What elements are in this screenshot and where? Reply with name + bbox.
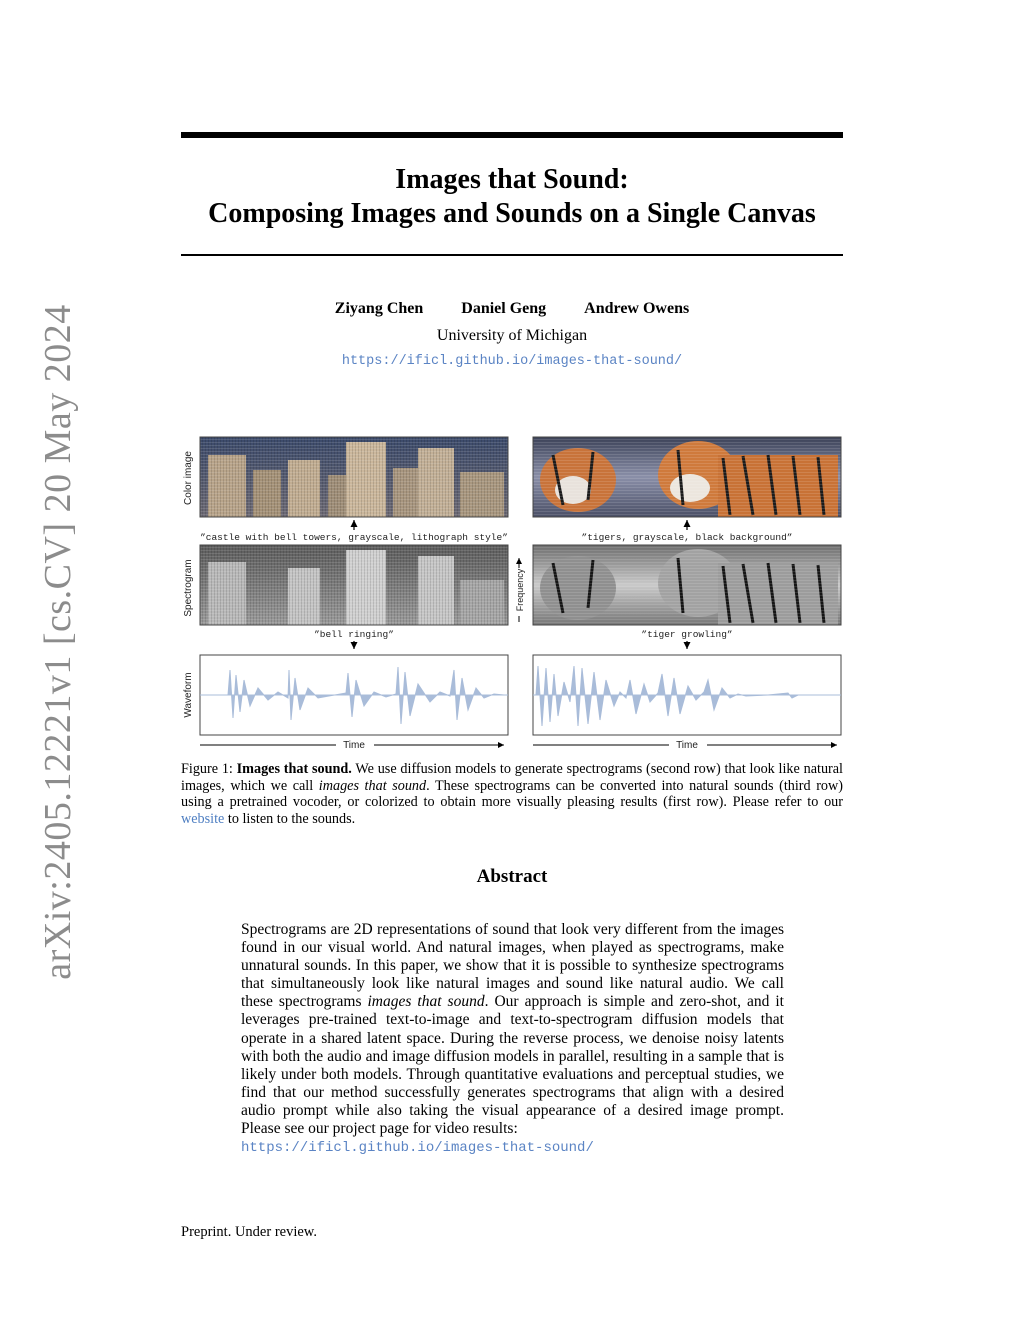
project-url-link[interactable]: https://ificl.github.io/images-that-sound/ — [341, 354, 683, 369]
title-top-rule — [181, 132, 843, 138]
title-line-2: Composing Images and Sounds on a Single Canvas — [208, 198, 816, 229]
abstract-heading: Abstract — [476, 866, 548, 887]
caption-prefix: Figure 1: — [181, 761, 237, 777]
title-line-1: Images that Sound: — [395, 164, 629, 195]
caption-text: to listen to the sounds. — [224, 810, 356, 827]
title-bottom-rule — [181, 254, 843, 256]
abstract-text: Spectrograms are 2D representations of sound that look very different from the images found in our visual world. And natural images, when played as spectrograms, make unnatural sounds. In this paper, we show that it is possible to synthesize spectrograms that simultaneously look like natural images and sound like natural audio. We call these spectrograms — [241, 921, 784, 1011]
website-link[interactable]: website — [181, 810, 225, 827]
abstract-body — [241, 921, 784, 1157]
bell-waveform — [200, 655, 508, 735]
tiger-spectrogram — [533, 545, 841, 625]
tiger-waveform — [533, 655, 841, 735]
arxiv-stamp: arXiv:2405.12221v1 [cs.CV] 20 May 2024 — [37, 304, 79, 980]
caption-text: . These spectrograms can be converted into natural sounds (third row) using a pretrained vocoder, or colorized to obtain more visually pleasing results (first row). Please refer to our — [181, 777, 843, 810]
castle-color-image — [200, 437, 508, 517]
audio-prompt-tiger: ”tiger growling” — [641, 629, 733, 640]
abstract-project-url-link[interactable]: https://ificl.github.io/images-that-sound/ — [241, 1140, 594, 1157]
time-axis-label-right: Time — [676, 740, 698, 751]
author-list — [181, 300, 843, 318]
row-label-color-image: Color image — [183, 451, 194, 505]
abstract-italic: images that sound — [367, 993, 485, 1011]
author: Andrew Owens — [584, 300, 690, 317]
abstract-text: . Our approach is simple and zero-shot, and it leverages pre-trained text-to-image and text-to-spectrogram diffusion models that operate in a shared latent space. During the reverse process, we denoise noisy latents with both the audio and image diffusion models in parallel, resulting in a sample that is likely under both models. Through quantitative evaluations and perceptual studies, we find that our method successfully generates spectrograms that align with a desired audio prompt while also taking the visual appearance of a desired image prompt. Please see our project page for video results: — [241, 993, 784, 1138]
affiliation: University of Michigan — [436, 327, 588, 344]
castle-spectrogram — [200, 545, 508, 625]
time-axis-label-left: Time — [343, 740, 365, 751]
row-label-waveform: Waveform — [183, 672, 194, 718]
row-label-spectrogram: Spectrogram — [183, 559, 194, 617]
footer-note: Preprint. Under review. — [181, 1224, 317, 1240]
caption-text: We use diffusion models to generate spectrograms (second row) that look like natural images, which we call — [181, 761, 843, 794]
paper-title — [181, 163, 843, 231]
figure-caption — [181, 761, 843, 827]
image-prompt-castle: ”castle with bell towers, grayscale, lithograph style” — [200, 532, 508, 543]
caption-italic: images that sound — [318, 777, 427, 794]
author: Ziyang Chen — [334, 300, 424, 317]
image-prompt-tigers: ”tigers, grayscale, black background” — [581, 532, 793, 543]
frequency-axis-label: Frequency — [515, 568, 525, 612]
caption-bold: Images that sound. — [236, 761, 352, 777]
author: Daniel Geng — [461, 300, 547, 317]
tiger-color-image — [533, 437, 841, 517]
figure-1 — [178, 430, 846, 755]
audio-prompt-bell: ”bell ringing” — [314, 629, 394, 640]
